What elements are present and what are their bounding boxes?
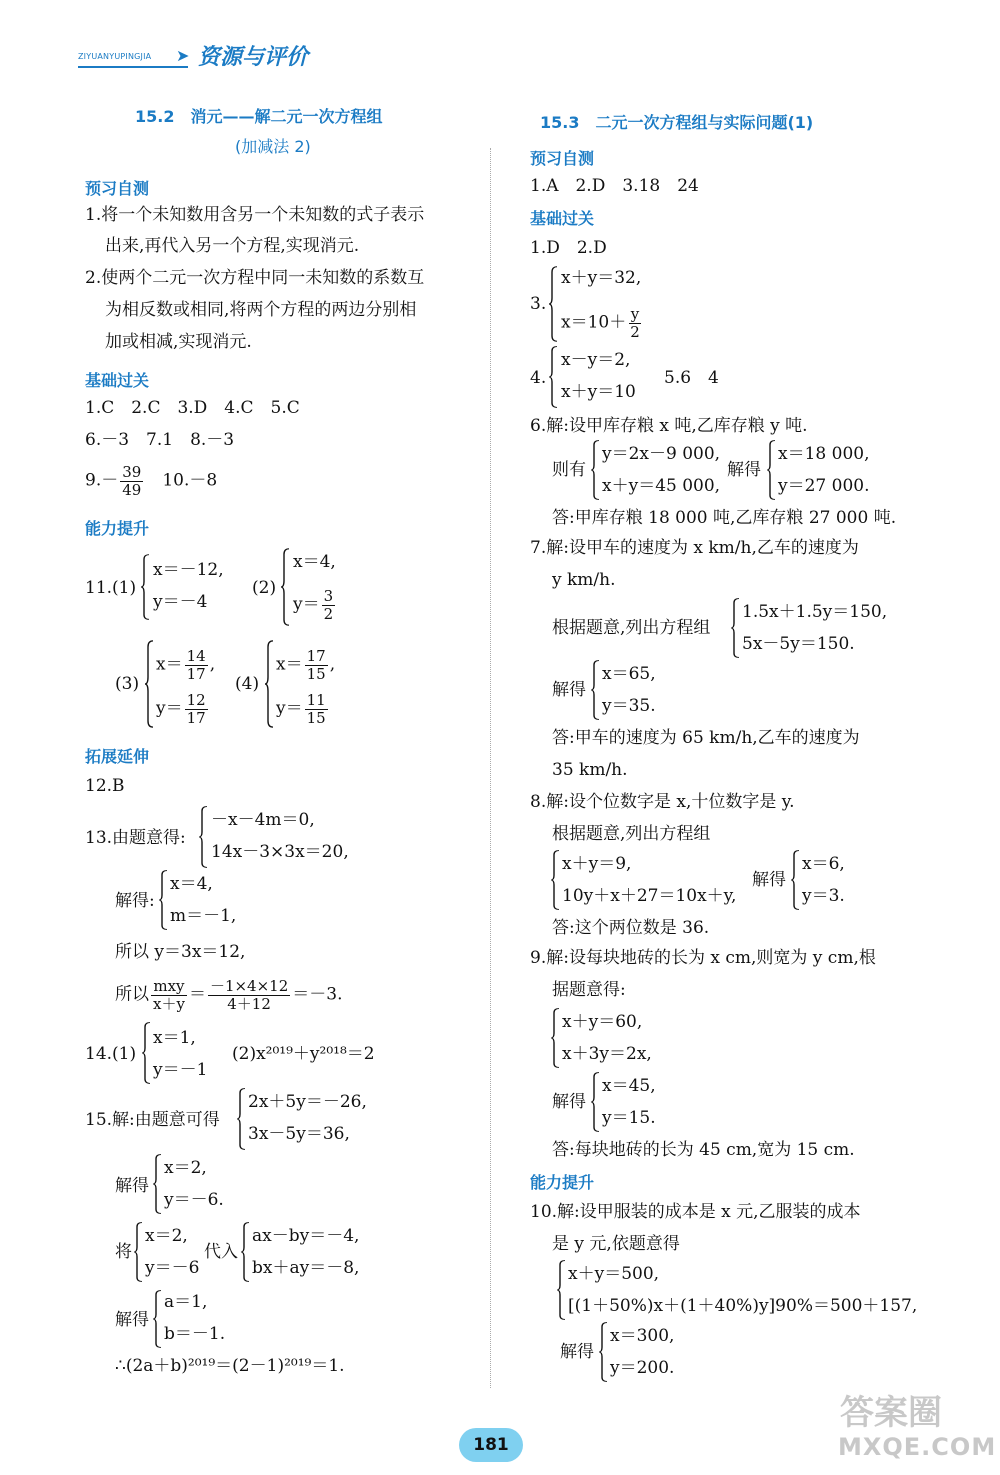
equation: x＋y＝45 000,	[602, 476, 721, 496]
equation: y＝200.	[610, 1358, 675, 1378]
text-line: 9.解:设每块地砖的长为 x cm,则宽为 y cm,根	[530, 948, 876, 968]
text-line: 所以 $\frac{\text{mxy}}{x+y}$ ＝ $\frac{-1\times 4\times 12}{4+12}$ ＝－3.	[115, 977, 343, 1013]
section-title-15-2: 15.2 消元——解二元一次方程组	[135, 107, 383, 126]
q15-label: 15.解:由题意可得	[85, 1110, 220, 1130]
equation: －x－4m＝0,	[211, 810, 315, 830]
equation: x＝45,	[602, 1076, 656, 1096]
equation: x＝65,	[602, 664, 656, 684]
watermark	[830, 1385, 997, 1470]
answer-line: 1.A 2.D 3.18 24	[530, 176, 699, 196]
equation: 1.5x＋1.5y＝150,	[742, 602, 888, 622]
q4-label: 4.	[530, 368, 547, 388]
equation: 14x－3×3x＝20,	[211, 842, 349, 862]
text-line: 为相反数或相同,将两个方程的两边分别相	[105, 300, 417, 320]
text-line: 则有	[552, 460, 586, 480]
equation: x＝ $\frac{14}{17}$ ,	[156, 647, 216, 683]
header-title: 资源与评价	[198, 45, 309, 70]
answer-line: 9.－ $\frac{39}{49}$ 10.－8	[85, 463, 218, 499]
solve-label: 解得	[552, 1092, 586, 1112]
q11-4-label: (4)	[235, 674, 260, 694]
equation: x＝6,	[802, 854, 845, 874]
equation: m＝－1,	[170, 906, 237, 926]
heading-preview: 预习自测	[85, 179, 150, 198]
equation: 3x－5y＝36,	[248, 1124, 350, 1144]
text-line: 7.解:设甲车的速度为 x km/h,乙车的速度为	[530, 538, 859, 558]
text-line: 答:甲库存粮 18 000 吨,乙库存粮 27 000 吨.	[552, 508, 897, 528]
arrow-icon: ➤	[176, 46, 190, 65]
text-line: 代入	[204, 1242, 238, 1262]
header-logo	[78, 40, 338, 74]
answer-line: 6.－3 7.1 8.－3	[85, 430, 235, 450]
text-line: 是 y 元,依题意得	[552, 1234, 680, 1254]
equation: [(1＋50%)x＋(1＋40%)y]90%＝500＋157,	[568, 1296, 918, 1316]
equation: x＝4,	[293, 552, 336, 572]
answer-line: 1.C 2.C 3.D 4.C 5.C	[85, 398, 300, 418]
text-line: 据题意得:	[552, 980, 626, 1000]
equation: x＋y＝60,	[562, 1012, 643, 1032]
equation: 10y＋x＋27＝10x＋y,	[562, 886, 737, 906]
answer-line: 1.D 2.D	[530, 238, 607, 258]
heading-basic: 基础过关	[85, 371, 150, 390]
equation: b＝－1.	[164, 1324, 226, 1344]
watermark-logo: 答案圈	[840, 1393, 942, 1433]
solve-label: 解得	[752, 870, 786, 890]
equation: x＝2,	[164, 1158, 207, 1178]
heading-ability: 能力提升	[85, 519, 150, 538]
text-line: 2.使两个二元一次方程中同一未知数的系数互	[85, 268, 425, 288]
equation: ∴(2a＋b)²⁰¹⁹＝(2－1)²⁰¹⁹＝1.	[115, 1356, 345, 1376]
equation: x＋3y＝2x,	[562, 1044, 652, 1064]
equation: y＝－1	[153, 1060, 208, 1080]
text-line: 出来,再代入另一个方程,实现消元.	[105, 236, 360, 256]
equation: x＋y＝10	[561, 382, 636, 402]
equation: y＝－4	[153, 592, 208, 612]
text-line: 35 km/h.	[552, 760, 628, 780]
text-line: 将	[115, 1242, 132, 1262]
equation: x＝1,	[153, 1028, 196, 1048]
header-underline	[78, 66, 188, 68]
text-line: 根据题意,列出方程组	[552, 824, 711, 844]
equation: (2)x²⁰¹⁹＋y²⁰¹⁸＝2	[232, 1044, 375, 1064]
equation: y＝2x－9 000,	[602, 444, 721, 464]
equation: x＋y＝500,	[568, 1264, 660, 1284]
heading-preview-right: 预习自测	[530, 149, 595, 168]
equation: x＝4,	[170, 874, 213, 894]
equation: y＝－6	[145, 1258, 200, 1278]
equation: y＝－6.	[164, 1190, 224, 1210]
equation: y＝3.	[802, 886, 845, 906]
equation: y＝ $\frac{11}{15}$	[276, 691, 326, 727]
text-line: 6.解:设甲库存粮 x 吨,乙库存粮 y 吨.	[530, 416, 808, 436]
header-pinyin: ZIYUANYUPINGJIA	[78, 52, 152, 61]
equation: y＝27 000.	[778, 476, 870, 496]
equation: x＝ $\frac{17}{15}$ ,	[276, 647, 336, 683]
equation: 5x－5y＝150.	[742, 634, 855, 654]
q3-label: 3.	[530, 294, 547, 314]
equation: 2x＋5y＝－26,	[248, 1092, 367, 1112]
equation: y＝ $\frac{12}{17}$	[156, 691, 206, 727]
equation: y＝ $\frac{3}{2}$	[293, 587, 334, 623]
equation: x＝2,	[145, 1226, 188, 1246]
text-line: 答:这个两位数是 36.	[552, 918, 710, 938]
text-line: 加或相减,实现消元.	[105, 332, 252, 352]
solve-label: 解得	[552, 680, 586, 700]
watermark-url: MXQE.COM	[838, 1433, 997, 1461]
column-divider	[490, 148, 491, 1388]
text-line: 8.解:设个位数字是 x,十位数字是 y.	[530, 792, 795, 812]
text-line: 根据题意,列出方程组	[552, 618, 711, 638]
q13-label: 13.由题意得:	[85, 828, 186, 848]
solve-label: 解得	[727, 460, 761, 480]
answer-line: 5.6 4	[664, 368, 719, 388]
equation: x＝18 000,	[778, 444, 870, 464]
text-line: y km/h.	[552, 570, 616, 590]
text-line: 所以 y＝3x＝12,	[115, 942, 246, 962]
equation: x＝－12,	[153, 560, 224, 580]
q11-2-label: (2)	[252, 578, 277, 598]
equation: x－y＝2,	[561, 350, 631, 370]
equation: x＋y＝9,	[562, 854, 632, 874]
section-subtitle: (加减法 2)	[235, 137, 311, 156]
equation: y＝35.	[602, 696, 656, 716]
equation: a＝1,	[164, 1292, 208, 1312]
equation: bx＋ay＝－8,	[252, 1258, 360, 1278]
heading-extension: 拓展延伸	[85, 747, 150, 766]
equation: x＝10＋ $\frac{y}{2}$	[561, 305, 640, 341]
q11-3-label: (3)	[115, 674, 140, 694]
equation: x＝300,	[610, 1326, 675, 1346]
equation: y＝15.	[602, 1108, 656, 1128]
solve-label: 解得:	[115, 891, 155, 911]
equation: ax－by＝－4,	[252, 1226, 360, 1246]
answer-line: 12.B	[85, 776, 125, 796]
equation: x＋y＝32,	[561, 268, 642, 288]
text-line: 10.解:设甲服装的成本是 x 元,乙服装的成本	[530, 1202, 861, 1222]
page-number: 181	[459, 1428, 523, 1462]
text-line: 答:甲车的速度为 65 km/h,乙车的速度为	[552, 728, 860, 748]
solve-label: 解得	[115, 1310, 149, 1330]
solve-label: 解得	[560, 1342, 594, 1362]
q14-label: 14.(1)	[85, 1044, 137, 1064]
heading-basic-right: 基础过关	[530, 209, 595, 228]
text-line: 1.将一个未知数用含另一个未知数的式子表示	[85, 205, 425, 225]
q11-label: 11.(1)	[85, 578, 137, 598]
solve-label: 解得	[115, 1176, 149, 1196]
section-title-15-3: 15.3 二元一次方程组与实际问题(1)	[540, 113, 814, 132]
text-line: 答:每块地砖的长为 45 cm,宽为 15 cm.	[552, 1140, 855, 1160]
heading-ability-right: 能力提升	[530, 1173, 595, 1192]
